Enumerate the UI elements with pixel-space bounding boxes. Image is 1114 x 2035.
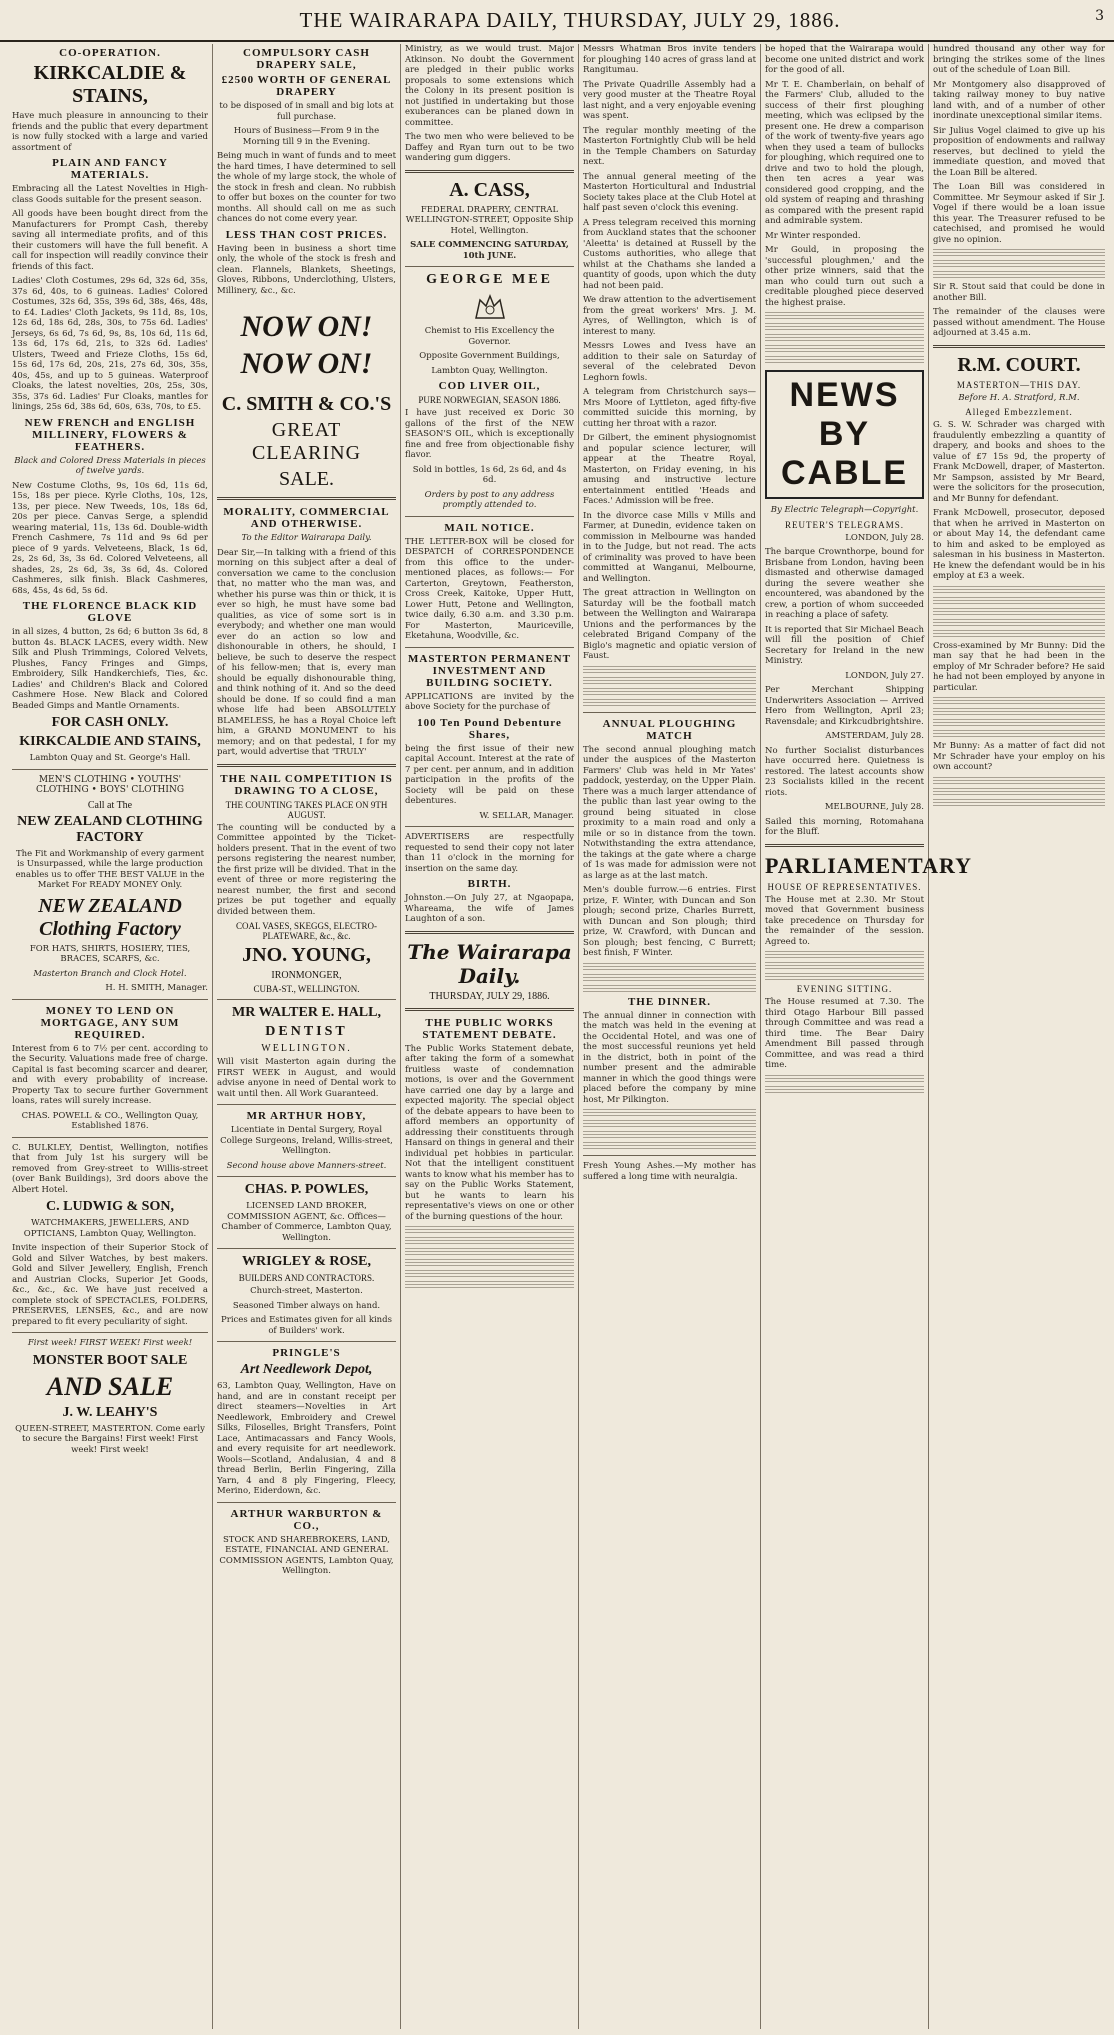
text-filler <box>583 1142 756 1150</box>
london-body-2: Per Merchant Shipping Underwriters Association — Arrived Hero from Wellington, April 23; Ravensdale; and Kirkcudbrightshire. <box>765 685 924 727</box>
ministry-text: Ministry, as we would trust. Major Atkinson. No doubt the Government are pledged in their public works proposals to some extensions which the Colony in its present position is not justified in undertaking but those exuberances can be planed down in committee. <box>405 44 574 128</box>
jno-young-heading: JNO. YOUNG, <box>242 944 371 966</box>
opposite-gov: Opposite Government Buildings, <box>419 351 560 361</box>
text-filler <box>933 730 1105 738</box>
great-clearing: GREAT CLEARING <box>251 419 362 464</box>
divider <box>405 170 574 173</box>
dentist-label: DENTIST <box>265 1024 348 1039</box>
post-orders: Orders by post to any address promptly attended to. <box>424 489 555 510</box>
prices-estimates: Prices and Estimates given for all kinds of Builders' work. <box>221 1315 392 1336</box>
column-4 <box>579 44 761 2029</box>
divider <box>405 647 574 648</box>
column-6 <box>929 44 1109 2029</box>
first-week-line: First week! FIRST WEEK! First week! <box>27 1338 193 1348</box>
dinner-heading: THE DINNER. <box>627 995 712 1008</box>
divider <box>217 1341 396 1342</box>
compulsory-body: Being much in want of funds and to meet the hard times, I have determined to sell the whole of my large stock, the whole of the stock in fresh and clean. No rubbish to offer but boxes on the counter for two months. All should call on me as such chances do not come every year. <box>217 151 396 224</box>
masthead <box>0 0 1114 42</box>
text-filler <box>583 1120 756 1128</box>
chamberlain-text: Mr T. E. Chamberlain, on behalf of the Farmers' Club, alluded to the success of their first ploughing meeting, which was eclipsed by the present one. He drew a comparison of the work of twenty-five years ago when they used a team of bullocks for ploughing, which required one to drive and two to hold the plough, then ten acres a year was considered good cropping, and the old system of reaping and thrashing as compared with the present rapid and admirable system. <box>765 79 924 226</box>
ploughing-body: The second annual ploughing match under the auspices of the Masterton Farmers' Club was held in Mr Yates' paddock, yesterday, on the Upper Plain. There was a much larger attendance of the public than last year owing to the ground being situated in close proximity to a main road and only a mile or so in distance from the town. Notwithstanding the extra attendance, the takings at the gate where a charge of 1s was made for admission were not as large as at the last match. <box>583 744 756 881</box>
cash-only-heading: FOR CASH ONLY. <box>51 715 169 730</box>
fresh-young-ashes: Fresh Young Ashes.—My mother has suffered a long time with neuralgia. <box>583 1161 756 1182</box>
divider <box>217 1104 396 1105</box>
text-filler <box>583 974 756 982</box>
meeting-text: The regular monthly meeting of the Masterton Fortnightly Club will be held in the Temple Chambers on Saturday next. <box>583 125 756 167</box>
statement-heading: THE PUBLIC WORKS STATEMENT DEBATE. <box>422 1016 557 1041</box>
sale-label: SALE. <box>279 468 334 490</box>
masthead-title: THE WAIRARAPA DAILY, THURSDAY, JULY 29, 1886. <box>299 8 841 32</box>
text-filler <box>583 666 756 674</box>
united-district-text: be hoped that the Wairarapa would become one united district and work for the good of all. <box>765 44 924 75</box>
cod-liver-heading: COD LIVER OIL, <box>438 380 541 392</box>
building-society-heading: MASTERTON PERMANENT INVESTMENT AND BUILDING SOCIETY. <box>408 652 571 689</box>
kid-glove-heading: THE FLORENCE BLACK KID GLOVE <box>22 600 198 624</box>
now-on-1: NOW ON! <box>240 310 373 343</box>
text-filler <box>933 719 1105 727</box>
ironmonger: IRONMONGER, <box>271 970 342 981</box>
kirkcaldie-footer: KIRKCALDIE AND STAINS, <box>19 734 201 749</box>
debentures-heading: 100 Ten Pound Debenture Shares, <box>417 716 562 741</box>
cross-exam-text: Cross-examined by Mr Bunny: Did the man say that he had been in the employ of Mr Schrader before? He said he had not been employed by anyone in particular. <box>933 640 1105 693</box>
warburton-heading: ARTHUR WARBURTON & CO., <box>230 1507 383 1532</box>
reuters-heading: REUTER'S TELEGRAMS. <box>785 519 904 530</box>
text-filler <box>765 323 924 331</box>
telegram-text: A telegram from Christchurch says—Mrs Moore of Lyttleton, aged fifty-five committed suicide this morning, by cutting her throat with a razor. <box>583 387 756 429</box>
cod-body: I have just received ex Doric 30 gallons of the first of the NEW SEASON'S OIL, which is exceptionally fine and free from objectionable fishy flavor. <box>405 408 574 460</box>
divider <box>12 999 208 1000</box>
nail-competition-heading: THE NAIL COMPETITION IS DRAWING TO A CLOSE, <box>220 772 393 797</box>
interest-text: Interest from 6 to 7½ per cent. according to the Security. Valuations made free of charge. Capital is fast becoming scarcer and dearer, and with every probability of increase. Property Tax to secure further Government loans, rates will surely increase. <box>12 1043 208 1106</box>
news-by-cable-heading: NEWS BY CABLE <box>765 370 924 499</box>
young-address: CUBA-ST., WELLINGTON. <box>253 984 360 994</box>
column-5 <box>761 44 972 2029</box>
kirkcaldie-intro: Have much pleasure in announcing to their friends and the public that every department is now fully stocked with a large and varied assortment of <box>12 111 208 153</box>
bought-direct-text: All goods have been bought direct from the Manufacturers for Prompt Cash, thereby saving all intermediate profits, and of this their customers will have the full benefit. A call for inspection will readily convince their friends of this fact. <box>12 209 208 272</box>
text-filler <box>765 1086 924 1094</box>
sold-bottles: Sold in bottles, 1s 6d, 2s 6d, and 4s 6d. <box>412 464 567 485</box>
art-depot-heading: Art Needlework Depot, <box>240 1362 373 1377</box>
ladies-costumes-list: Ladies' Cloth Costumes, 29s 6d, 32s 6d, 35s, 37s 6d, 40s, to 6 guineas. Ladies' Colored Costumes, 32s 6d, 35s, 39s 6d, 38s, 46s, 48s, to £4. Ladies' Cloth Jackets, 9s 11d, 8s, 10s, 12s 6d, 18s 6d, 28s, 30s, to 75s 6d. Ladies' Jerseys, 6s 6d, 7s 6d, 9s, 8s, 10s 6d, 11s 6d, 13s 6d, 17s 6d, 21s, to 32s 6d. Ladies' Ulsters, Tweed and Frieze Cloths, 15s 6d, 15s 6d, 17s 6d, 20s, 21s, 27s 6d, 30s, 35s, 40s, 45s, and up to 5 guineas. Waterproof Cloaks, the latest novelties, 20s, 25s, 30s, 35s, 37s 6d. Ladies' Fur Cloaks, mantles for linings, 25s 6d, 38s 6d, 60s, 63s, 70s, to £5. <box>12 276 208 412</box>
applications-text: APPLICATIONS are invited by the above Society for the purchase of <box>405 691 574 712</box>
vogel-text: Sir Julius Vogel claimed to give up his proposition of endowments and railway reserves, but declined to yield the immediate question, and moved that the Loan Bill be altered. <box>933 125 1105 178</box>
text-filler <box>933 799 1105 807</box>
column-2 <box>213 44 401 2029</box>
hall-heading: MR WALTER E. HALL, <box>232 1005 381 1020</box>
before-magistrate: Before H. A. Stratford, R.M. <box>958 392 1080 403</box>
divider <box>217 1248 396 1249</box>
george-address: Lambton Quay, Wellington. <box>431 365 548 376</box>
montgomery-text: Mr Montgomery also disapproved of taking railway money to buy native land with, and of a number of other inordinate unexceptional similar items. <box>933 79 1105 121</box>
birth-heading: BIRTH. <box>467 878 512 890</box>
text-filler <box>933 597 1105 605</box>
pure-norwegian: PURE NORWEGIAN, SEASON 1886. <box>418 395 561 405</box>
divider <box>583 712 756 713</box>
melbourne-dateline: MELBOURNE, July 28. <box>824 802 924 812</box>
divider <box>217 764 396 767</box>
divider <box>12 769 208 770</box>
gould-text: Mr Gould, in proposing the 'successful ploughmen,' and the other prize winners, said that the man who could turn out such a creditable ploughed piece deserved the highest praise. <box>765 245 924 308</box>
hoby-note: Second house above Manners-street. <box>226 1160 387 1171</box>
compulsory-goods: Having been in business a short time only, the whole of the stock is fresh and clean. Flannels, Blankets, Sheetings, Gloves, Ribbons, Underclothing, Ulsters, Millinery, &c., &c. <box>217 243 396 296</box>
compulsory-sub: £2500 WORTH OF GENERAL DRAPERY <box>221 74 392 98</box>
morality-body: Dear Sir,—In talking with a friend of this morning on this subject after a deal of conversation we came to the conclusion that, no matter who the man was, and whether his purse was thin or thick, it is ever so high, he must have some bad qualities, as vice of some sort is in everybody; and whether one man would ever do an action so low and dishonourable in others, he should, I believe, be such to deserve the respect of his fellow-men; that is, every man should be equally dishonourable thing, and think nothing of it. And so the deed should be done. If so could find a man whose life had been ABSOLUTELY BLAMELESS, he has a Royal Choice left him, a GRAND MONUMENT to his memory; and on that pedestal, I for my part, would advertise that 'TRULY' <box>217 547 396 757</box>
text-filler <box>933 788 1105 796</box>
text-filler <box>405 1281 574 1289</box>
ludwig-heading: C. LUDWIG & SON, <box>46 1199 174 1214</box>
business-hours: Hours of Business—From 9 in the Morning till 9 in the Evening. <box>233 126 380 147</box>
royal-crest-icon <box>472 292 508 322</box>
money-to-lend-heading: MONEY TO LEND ON MORTGAGE, ANY SUM REQUIRED. <box>40 1004 180 1041</box>
text-filler <box>933 777 1105 785</box>
london-dateline-2: LONDON, July 27. <box>845 670 924 681</box>
divider <box>583 1155 756 1156</box>
smith-manager: H. H. SMITH, Manager. <box>105 983 208 993</box>
compulsory-note: to be disposed of in small and big lots at full purchase. <box>219 101 394 122</box>
text-filler <box>933 697 1105 705</box>
text-filler <box>405 1259 574 1267</box>
quadrille-text: The Private Quadrille Assembly had a very good muster at the Theatre Royal last night, and a very enjoyable evening was spent. <box>583 79 756 121</box>
beach-text: It is reported that Sir Michael Beach will fill the position of Chief Secretary for Ireland in the new Ministry. <box>765 624 924 666</box>
mcdowell-deposition: Frank McDowell, prosecutor, deposed that when he arrived in Masterton on or about May 14, the defendant came to him and asked to be employed as salesman in his business in Masterton. He knew the defendant would be in his employ at £3 a week. <box>933 508 1105 581</box>
nz-clothing-factory-2: NEW ZEALAND Clothing Factory <box>38 894 182 940</box>
text-filler <box>583 1131 756 1139</box>
counting-date: THE COUNTING TAKES PLACE ON 9TH AUGUST. <box>225 799 388 820</box>
hoby-heading: MR ARTHUR HOBY, <box>246 1110 367 1122</box>
house-body: The House met at 2.30. Mr Stout moved that Government business take precedence on Thursday for the remainder of the session. Agreed to. <box>765 894 924 947</box>
court-body: G. S. W. Schrader was charged with fraudulently embezzling a quantity of drapery, and books and shoes to the value of £7 15s 9d, the property of Frank McDowell, draper, of Masterton. Mr Sampson, assisted by Mr Beard, were the solicitors for the prosecution, and Mr Bunny for defendant. <box>933 420 1105 504</box>
column-3 <box>401 44 579 2029</box>
divider <box>405 931 574 934</box>
price-list: New Costume Cloths, 9s, 10s 6d, 11s 6d, 15s, 18s per piece. Kyrle Cloths, 10s, 12s, 13s, per piece. New Tweeds, 10s, 18s 6d, 20s per piece. Canvas Serge, a splendid wearing material, 11s, 13s 6d. Double-width French Cashmere, 7s 11d and 9s 6d per piece of 9 yards. Velveteens, Black, 1s 6d, 2s, 2s 6d, 3s, 3s 6d. Colored Velveteens, all shades, 2s, 2s 6d, 3s, 3s 6d, 4s. Colored Cashmeres, silk finish. Black Cashmeres, 68s, 45s, 4s 6d, 5s 6d. <box>12 480 208 596</box>
kid-glove-text: in all sizes, 4 button, 2s 6d; 6 button 3s 6d, 8 button 4s. BLACK LACES, every width. New Silk and Plush Trimmings, Colored Velvets, Plushes, Fancy Fringes and Gimps, Embroidery, Silk Handkerchiefs, Ties, &c. Ladies' and Children's Black and Colored Cashmere Hose. New Black and Colored Beaded Gimps and Mantle Ornaments. <box>12 627 208 711</box>
powles-body: LICENSED LAND BROKER, COMMISSION AGENT, &c. Offices—Chamber of Commerce, Lambton Quay, Wellington. <box>221 1201 392 1243</box>
powell-text: CHAS. POWELL & CO., Wellington Quay, Established 1876. <box>21 1110 199 1131</box>
prize-list: Men's double furrow.—6 entries. First prize, F. Winter, with Duncan and Son plough; second prize, Charles Burrett, with Duncan and Son plough; third prize, W. Crawford, with Duncan and Son plough; best fencing, C Burrett; best finish, F Winter. <box>583 885 756 958</box>
text-filler <box>933 260 1105 268</box>
bulkley-text: C. BULKLEY, Dentist, Wellington, notifies that from July 1st his surgery will be removed from Grey-street to Willis-street (over Bank Buildings), 3rd doors above the Albert Hotel. <box>12 1142 208 1195</box>
divider <box>217 1502 396 1503</box>
embezzlement-heading: Alleged Embezzlement. <box>965 407 1073 417</box>
parliamentary-heading: PARLIAMENTARY <box>765 852 972 878</box>
morality-to: To the Editor Wairarapa Daily. <box>241 533 372 543</box>
amsterdam-dateline: AMSTERDAM, July 28. <box>825 731 924 741</box>
leghorn-text: Messrs Lowes and Ivess have an addition to their sale on Saturday of several of the celebrated Devon Leghorn fowls. <box>583 341 756 383</box>
ploughing-match-heading: ANNUAL PLOUGHING MATCH <box>602 717 737 742</box>
text-filler <box>405 1237 574 1245</box>
pringle-body: 63, Lambton Quay, Wellington, Have on hand, and are in constant receipt per direct steamers—Novelties in Art Needlework, Embroidery and Crewel Silks, Filoselles, Bright Transfers, Point Lace, Antimacassars and Fancy Wools, and every requisite for art needlework. Wools—Scotland, Andalusian, 4 and 8 thread Berlin, Berlin Fingering, Zilla Yarn, 4 and 8 ply Fingering, Fleecy, Merino, Eiderdown, &c. <box>217 1381 396 1496</box>
text-filler <box>583 699 756 707</box>
nail-body: The counting will be conducted by a Committee appointed by the Ticket-holders present. That in the event of two persons registering the nearest number, the first prize will be divided. That in the event of three or more registering the nearest number, the first and second prizes be put together and equally divided between them. <box>217 822 396 917</box>
ludwig-body: Invite inspection of their Superior Stock of Gold and Silver Watches, by best makers. Gold and Silver Jewellery, English, French and Austrian Clocks, Superior Jet Goods, &c., &c., &c. We have just received a complete stock of SPECTACLES, FOLDERS, PRESERVES, LENSES, &c., and are now prepared to fit every peculiarity of sight. <box>12 1243 208 1327</box>
wrigley-heading: WRIGLEY & ROSE, <box>241 1254 371 1269</box>
hoby-body: Licentiate in Dental Surgery, Royal College Surgeons, Ireland, Willis-street, Wellington. <box>220 1125 393 1156</box>
ludwig-sub: WATCHMAKERS, JEWELLERS, AND OPTICIANS, Lambton Quay, Wellington. <box>23 1218 197 1239</box>
dentist-body: Will visit Masterton again during the FIRST WEEK in August, and would advise anyone in need of Dental work to wait until then. All Work Guaranteed. <box>217 1057 396 1099</box>
divider <box>217 1176 396 1177</box>
divider <box>12 1332 208 1333</box>
divider <box>405 1008 574 1011</box>
football-text: The great attraction in Wellington on Saturday will be the football match between the Wellington and Wairarapa Unions and the performances by the celebrated Brigand Company of the Biglo's magnetic and opiatic version of Faust. <box>583 588 756 661</box>
dress-materials-text: Black and Colored Dress Materials in pieces of twelve yards. <box>14 455 206 476</box>
wrigley-address: Church-street, Masterton. <box>250 1286 363 1296</box>
sale-commencing: SALE COMMENCING SATURDAY, 10th JUNE. <box>410 240 569 261</box>
text-filler <box>765 973 924 981</box>
column-1 <box>8 44 213 2029</box>
masterton-branch: Masterton Branch and Clock Hotel. <box>33 968 187 979</box>
george-mee-sub: Chemist to His Excellency the Governor. <box>424 326 555 347</box>
morality-heading: MORALITY, COMMERCIAL AND OTHERWISE. <box>223 506 390 530</box>
text-filler <box>583 1109 756 1117</box>
embracing-text: Embracing all the Latest Novelties in High-class Goods suitable for the present season. <box>12 184 208 205</box>
text-filler <box>933 249 1105 257</box>
text-filler <box>765 951 924 959</box>
text-filler <box>933 630 1105 638</box>
divider <box>405 826 574 827</box>
text-filler <box>933 608 1105 616</box>
millinery-heading: NEW FRENCH and ENGLISH MILLINERY, FLOWERS & FEATHERS. <box>24 416 196 453</box>
mail-notice-heading: MAIL NOTICE. <box>444 521 535 534</box>
text-filler <box>765 1075 924 1083</box>
text-filler <box>405 1248 574 1256</box>
melbourne-body: Sailed this morning, Rotomahana for the Bluff. <box>765 816 924 837</box>
text-filler <box>765 334 924 342</box>
kirkcaldie-heading: KIRKCALDIE & STAINS, <box>33 62 187 107</box>
ayres-text: We draw attention to the advertisement from the great workers' Mrs. J. M. Ayres, of Wellington, which is of interest to many. <box>583 295 756 337</box>
coop-heading: CO-OPERATION. <box>59 47 161 59</box>
divider <box>217 497 396 500</box>
pringles-heading: PRINGLE'S <box>272 1347 341 1359</box>
less-than-cost: LESS THAN COST PRICES. <box>225 228 388 241</box>
text-filler <box>765 356 924 364</box>
cass-sub: FEDERAL DRAPERY, CENTRAL WELLINGTON-STREET, Opposite Ship Hotel, Wellington. <box>405 204 574 236</box>
text-filler <box>405 1226 574 1234</box>
text-filler <box>933 271 1105 279</box>
text-filler <box>583 677 756 685</box>
text-filler <box>765 312 924 320</box>
powles-heading: CHAS. P. POWLES, <box>244 1182 369 1197</box>
london-dateline-1: LONDON, July 28. <box>845 532 924 543</box>
text-filler <box>583 688 756 696</box>
london-body-1: The barque Crownthorpe, bound for Brisbane from London, having been dismasted and otherwise damaged during the severe weather she encountered, was abandoned by the crew, a portion of whom succeeded in reaching a place of safety. <box>765 547 924 620</box>
text-filler <box>583 985 756 993</box>
birth-body: Johnston.—On July 27, at Ngaopapa, Whareama, the wife of James Laughton of a son. <box>405 893 574 924</box>
gum-diggers-text: The two men who were believed to be Daffey and Ryan turn out to be two wandering gum diggers. <box>405 132 574 163</box>
dentist-city: WELLINGTON. <box>261 1043 352 1054</box>
seasoned-timber: Seasoned Timber always on hand. <box>232 1300 381 1311</box>
divider <box>12 1137 208 1138</box>
leahy-heading: J. W. LEAHY'S <box>62 1404 158 1420</box>
horticultural-text: The annual general meeting of the Masterton Horticultural and Industrial Society takes place at the Club Hotel at half past seven o'clock this evening. <box>583 171 756 213</box>
house-reps-heading: HOUSE OF REPRESENTATIVES. <box>767 881 922 892</box>
dinner-body: The annual dinner in connection with the match was held in the evening at the Occidental Hotel, and was one of the most successful reunions yet held in the district, both in point of the number present and the admirable manner in which the good things were placed before the company by mine host, Mr Pilkington. <box>583 1010 756 1105</box>
george-mee-heading: GEORGE MEE <box>426 272 553 287</box>
plain-fancy-heading: PLAIN AND FANCY MATERIALS. <box>52 157 168 181</box>
text-filler <box>583 963 756 971</box>
cass-heading: A. CASS, <box>449 178 530 201</box>
now-on-2: NOW ON! <box>240 347 373 380</box>
nz-clothing-factory: NEW ZEALAND CLOTHING FACTORY <box>17 813 203 845</box>
leahy-address: QUEEN-STREET, MASTERTON. Come early to secure the Bargains! First week! First week! First week! <box>15 1423 205 1455</box>
bunny-question: Mr Bunny: As a matter of fact did not Mr Schrader have your employ on his own account? <box>933 741 1105 772</box>
divider <box>933 345 1105 348</box>
amsterdam-body: No further Socialist disturbances have occurred here. Quietness is restored. The latest accounts show 23 Socialists killed in the recent riots. <box>765 745 924 798</box>
loan-bill-text: hundred thousand any other way for bringing the strikes some of the lines out of the schedule of Loan Bill. <box>933 44 1105 75</box>
divorce-text: In the divorce case Mills v Mills and Farmer, at Dunedin, evidence taken on commission in Melbourne was handed in to the Judge, but not read. The acts of criminality was proved to have been committed at Wanganui, Melbourne, and Wellington. <box>583 510 756 584</box>
paper-date: THURSDAY, JULY 29, 1886. <box>429 990 550 1002</box>
by-telegraph: By Electric Telegraph—Copyright. <box>770 505 919 515</box>
fit-workmanship-text: The Fit and Workmanship of every garment is Unsurpassed, while the large production enables us to offer THE BEST VALUE in the Market For READY MONEY Only. <box>15 848 205 890</box>
kirkcaldie-address: Lambton Quay and St. George's Hall. <box>29 753 191 763</box>
coal-vases: COAL VASES, SKEGGS, ELECTRO-PLATEWARE, &c., &c. <box>235 921 378 941</box>
aleetta-text: A Press telegram received this morning from Auckland states that the schooner 'Aleetta' is detained at Russell by the Customs authorities, who allege that whilst at the Chathams she landed a quantity of goods, upon which the duty had not been paid. <box>583 217 756 291</box>
winter-responded: Mr Winter responded. <box>765 230 861 241</box>
and-sale: AND SALE <box>46 1371 174 1401</box>
clothing-ad-lines: MEN'S CLOTHING • YOUTHS' CLOTHING • BOYS' CLOTHING <box>35 774 185 795</box>
gilbert-text: Dr Gilbert, the eminent physiognomist and popular science lecturer, will appear at the Theatre Royal, Masterton, on Friday evening, in his amusing and instructive lecture entertainment entitled 'Heads and Faces.' Admission will be free. <box>583 433 756 506</box>
monster-boot-sale: MONSTER BOOT SALE <box>32 1352 188 1368</box>
masterton-this-day: MASTERTON—THIS DAY. <box>956 379 1082 390</box>
compulsory-heading: COMPULSORY CASH DRAPERY SALE, <box>243 47 370 71</box>
statement-body: The Public Works Statement debate, after taking the form of a somewhat fruitless waste of condemnation motions, is over and the Government have carried one day by a large and expected majority. The special object of the debate appears to have been to afford members an opportunity of addressing their constituents through Hansard on things in general and their individual pet hobbies in particular. Not that the intelligent constituent wants to know what his member has to say on the Public Works Statement, but he wants to learn his representative's views on one or other of the burning questions of the hour. <box>405 1043 574 1222</box>
divider <box>405 516 574 517</box>
adjourned-text: The remainder of the clauses were passed without amendment. The House adjourned at 3.45 a.m. <box>933 307 1105 338</box>
text-filler <box>933 586 1105 594</box>
stout-text: Sir R. Stout said that could be done in another Bill. <box>933 282 1105 303</box>
evening-body: The House resumed at 7.30. The third Otago Harbour Bill passed through Committee and was read a third time. The Bear Dairy Amendment Bill passed through Committee, and was read a third time. <box>765 997 924 1070</box>
divider <box>765 844 924 847</box>
sellar-manager: W. SELLAR, Manager. <box>479 810 574 821</box>
debentures-body: being the first issue of their new capital Account. Interest at the rate of 7 per cent. per annum, and in addition participation in the profits of the Society will be paid on these debentures. <box>405 743 574 806</box>
tenders-text: Messrs Whatman Bros invite tenders for ploughing 140 acres of grass land at Rangitumau. <box>583 44 756 75</box>
text-filler <box>933 708 1105 716</box>
mail-body: THE LETTER-BOX will be closed for DESPATCH of CORRESPONDENCE from this office to the under-mentioned places, as follows:— For Carterton, Greytown, Featherston, Cross Creek, Kaitoke, Upper Hutt, Lower Hutt, Petone and Wellington, twice daily, 6.30 a.m. and 3.30 p.m. For Masterton, Mauriceville, Eketahuna, Woodville, &c. <box>405 536 574 641</box>
text-filler <box>933 619 1105 627</box>
hats-shirts-list: FOR HATS, SHIRTS, HOSIERY, TIES, BRACES, SCARFS, &c. <box>29 943 191 964</box>
text-filler <box>765 962 924 970</box>
page-number: 3 <box>1095 8 1104 24</box>
call-at: Call at The <box>87 799 133 811</box>
division-text: The Loan Bill was considered in Committee. Mr Seymour asked if Sir J. Vogel if there would be a loan issue this year. The Treasurer refused to be catechised, and promised he would give no opinion. <box>933 182 1105 245</box>
evening-sitting-heading: EVENING SITTING. <box>796 984 893 994</box>
warburton-sub: STOCK AND SHAREBROKERS, LAND, ESTATE, FINANCIAL AND GENERAL COMMISSION AGENTS, Lambton Quay, Wellington. <box>219 1534 394 1576</box>
paper-title: The Wairarapa Daily. <box>407 939 572 988</box>
smith-co-heading: C. SMITH & CO.'S <box>221 393 392 415</box>
rm-court-heading: R.M. COURT. <box>957 353 1081 376</box>
wrigley-sub: BUILDERS AND CONTRACTORS. <box>238 1273 375 1283</box>
text-filler <box>405 1270 574 1278</box>
divider <box>217 999 396 1000</box>
advertisers-notice: ADVERTISERS are respectfully requested to send their copy not later than 11 o'clock in the morning for insertion on the same day. <box>405 832 574 874</box>
text-filler <box>765 345 924 353</box>
divider <box>405 266 574 267</box>
